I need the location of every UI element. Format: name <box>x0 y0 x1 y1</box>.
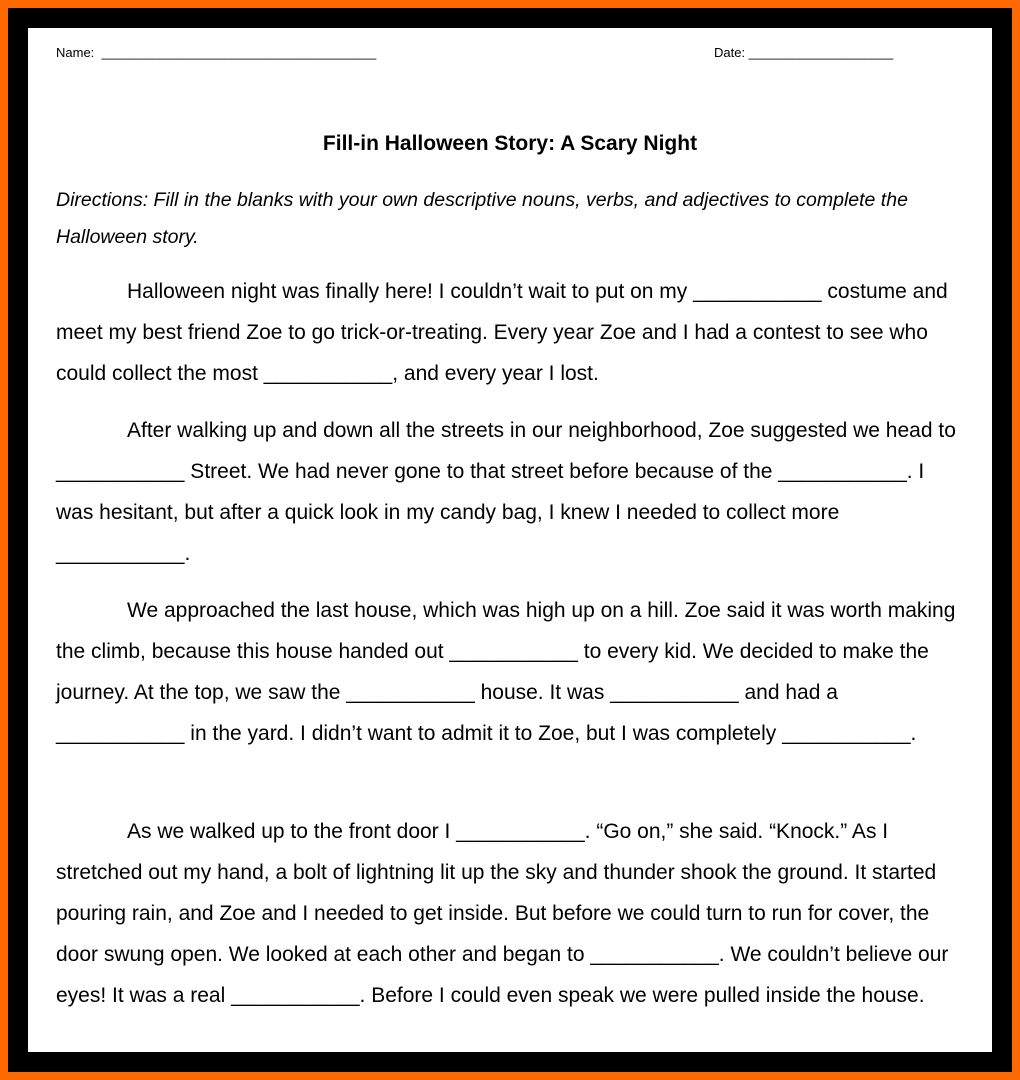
story-paragraph-3: We approached the last house, which was high up on a hill. Zoe said it was worth making the climb, because this house handed out ___________ to every kid. We decided to make the journey. At the top, we saw the ___________ house. It was ___________ and had a ___________ in the yard. I didn’t want to admit it to Zoe, but I was completely ___________. <box>56 599 956 745</box>
story-paragraph-1: Halloween night was finally here! I couldn’t wait to put on my ___________ costume and meet my best friend Zoe to go trick-or-treating. Every year Zoe and I had a contest to see who could collect the most ___________, and every year I lost. <box>56 280 948 385</box>
page-title: Fill-in Halloween Story: A Scary Night <box>322 132 698 155</box>
black-frame <box>8 8 1012 1072</box>
header-row <box>56 45 964 61</box>
story-paragraph-2: After walking up and down all the streets in our neighborhood, Zoe suggested we head to ___________ Street. We had never gone to that street before because of the ___________. I was hesitant, but after a quick look in my candy bag, I knew I needed to collect more ___________. <box>56 419 956 565</box>
directions-text: Directions: Fill in the blanks with your own descriptive nouns, verbs, and adjectives to complete the Halloween story. <box>56 189 908 248</box>
story-paragraph-4: As we walked up to the front door I ___________. “Go on,” she said. “Knock.” As I stretched out my hand, a bolt of lightning lit up the sky and thunder shook the ground. It started pouring rain, and Zoe and I needed to get inside. But before we could turn to run for cover, the door swung open. We looked at each other and began to ___________. We couldn’t believe our eyes! It was a real ___________. Before I could even speak we were pulled inside the house. <box>56 820 949 1007</box>
name-field[interactable]: Name: ______________________________________ <box>56 45 377 60</box>
worksheet-page <box>28 28 992 1052</box>
date-field[interactable]: Date: ____________________ <box>714 45 894 60</box>
